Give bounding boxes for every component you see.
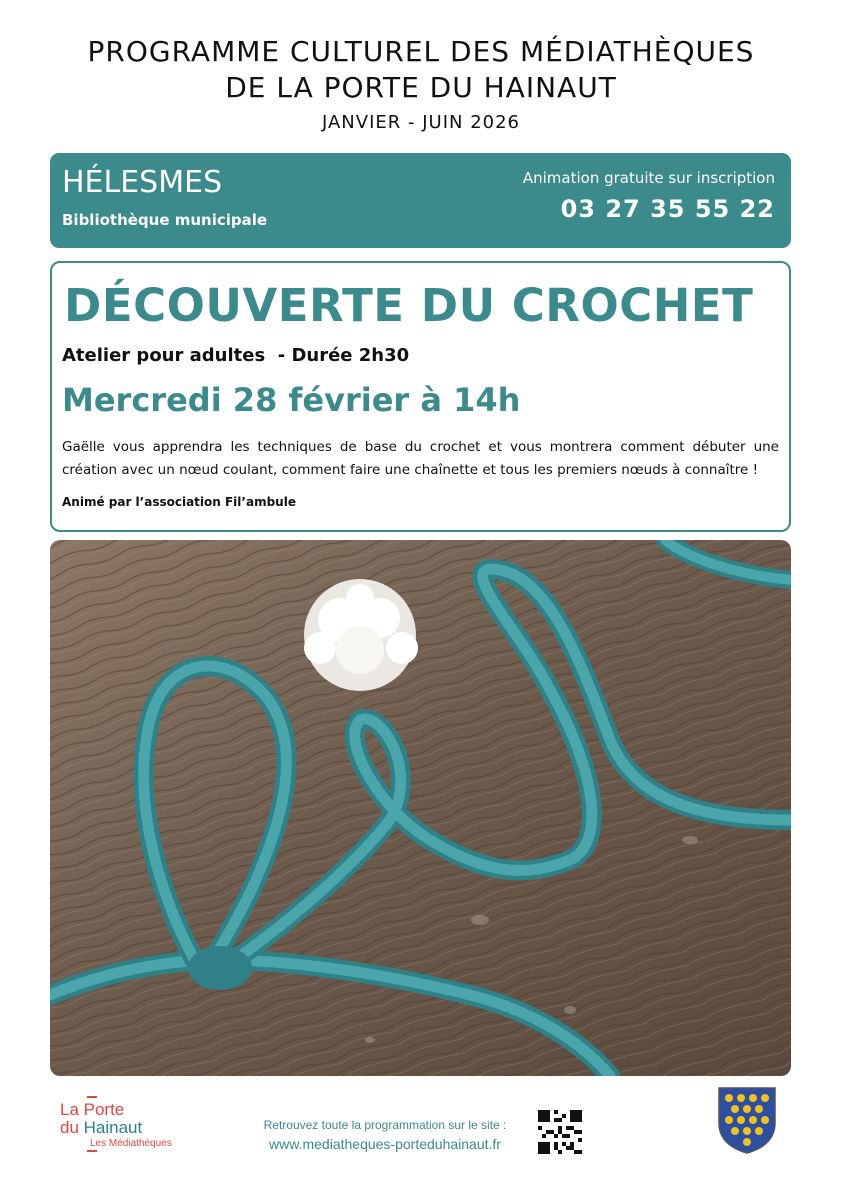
- event-subtitle: Atelier pour adultes - Durée 2h30: [62, 345, 410, 366]
- venue-library: Bibliothèque municipale: [62, 211, 268, 229]
- programme-period: JANVIER - JUIN 2026: [322, 112, 520, 133]
- event-description: Gaëlle vous apprendra les techniques de base du crochet et vous montrera comment débuter une création avec un nœud coulant, comment faire une chaînette et tous les premiers nœuds à connaître !: [62, 439, 779, 478]
- crochet-photo: [50, 540, 791, 1076]
- site-intro: Retrouvez toute la programmation sur le site :: [263, 1118, 507, 1132]
- event-host: Animé par l’association Fil’ambule: [62, 495, 296, 509]
- logo-line2b: Hainaut: [83, 1118, 143, 1137]
- porte-du-hainaut-logo: [60, 1096, 210, 1156]
- programme-title-line2: DE LA PORTE DU HAINAUT: [225, 71, 617, 104]
- website-info: [240, 1118, 530, 1152]
- venue-town: HÉLESMES: [62, 165, 223, 200]
- logo-line3: Les Médiathèques: [90, 1138, 172, 1149]
- logo-line1: La Porte: [60, 1100, 125, 1119]
- event-card: [50, 261, 791, 532]
- event-date: Mercredi 28 février à 14h: [62, 381, 521, 419]
- qr-code-icon[interactable]: [538, 1110, 582, 1154]
- phone-number[interactable]: 03 27 35 55 22: [560, 195, 775, 223]
- poster-header: [0, 34, 842, 133]
- coat-of-arms-icon: [716, 1085, 778, 1155]
- venue-banner: [50, 153, 791, 248]
- site-url[interactable]: www.mediatheques-porteduhainaut.fr: [269, 1136, 501, 1152]
- logo-line2a: du: [60, 1118, 84, 1137]
- programme-title-line1: PROGRAMME CULTUREL DES MÉDIATHÈQUES: [87, 35, 755, 68]
- registration-note: Animation gratuite sur inscription: [522, 169, 775, 187]
- event-title: DÉCOUVERTE DU CROCHET: [64, 279, 754, 332]
